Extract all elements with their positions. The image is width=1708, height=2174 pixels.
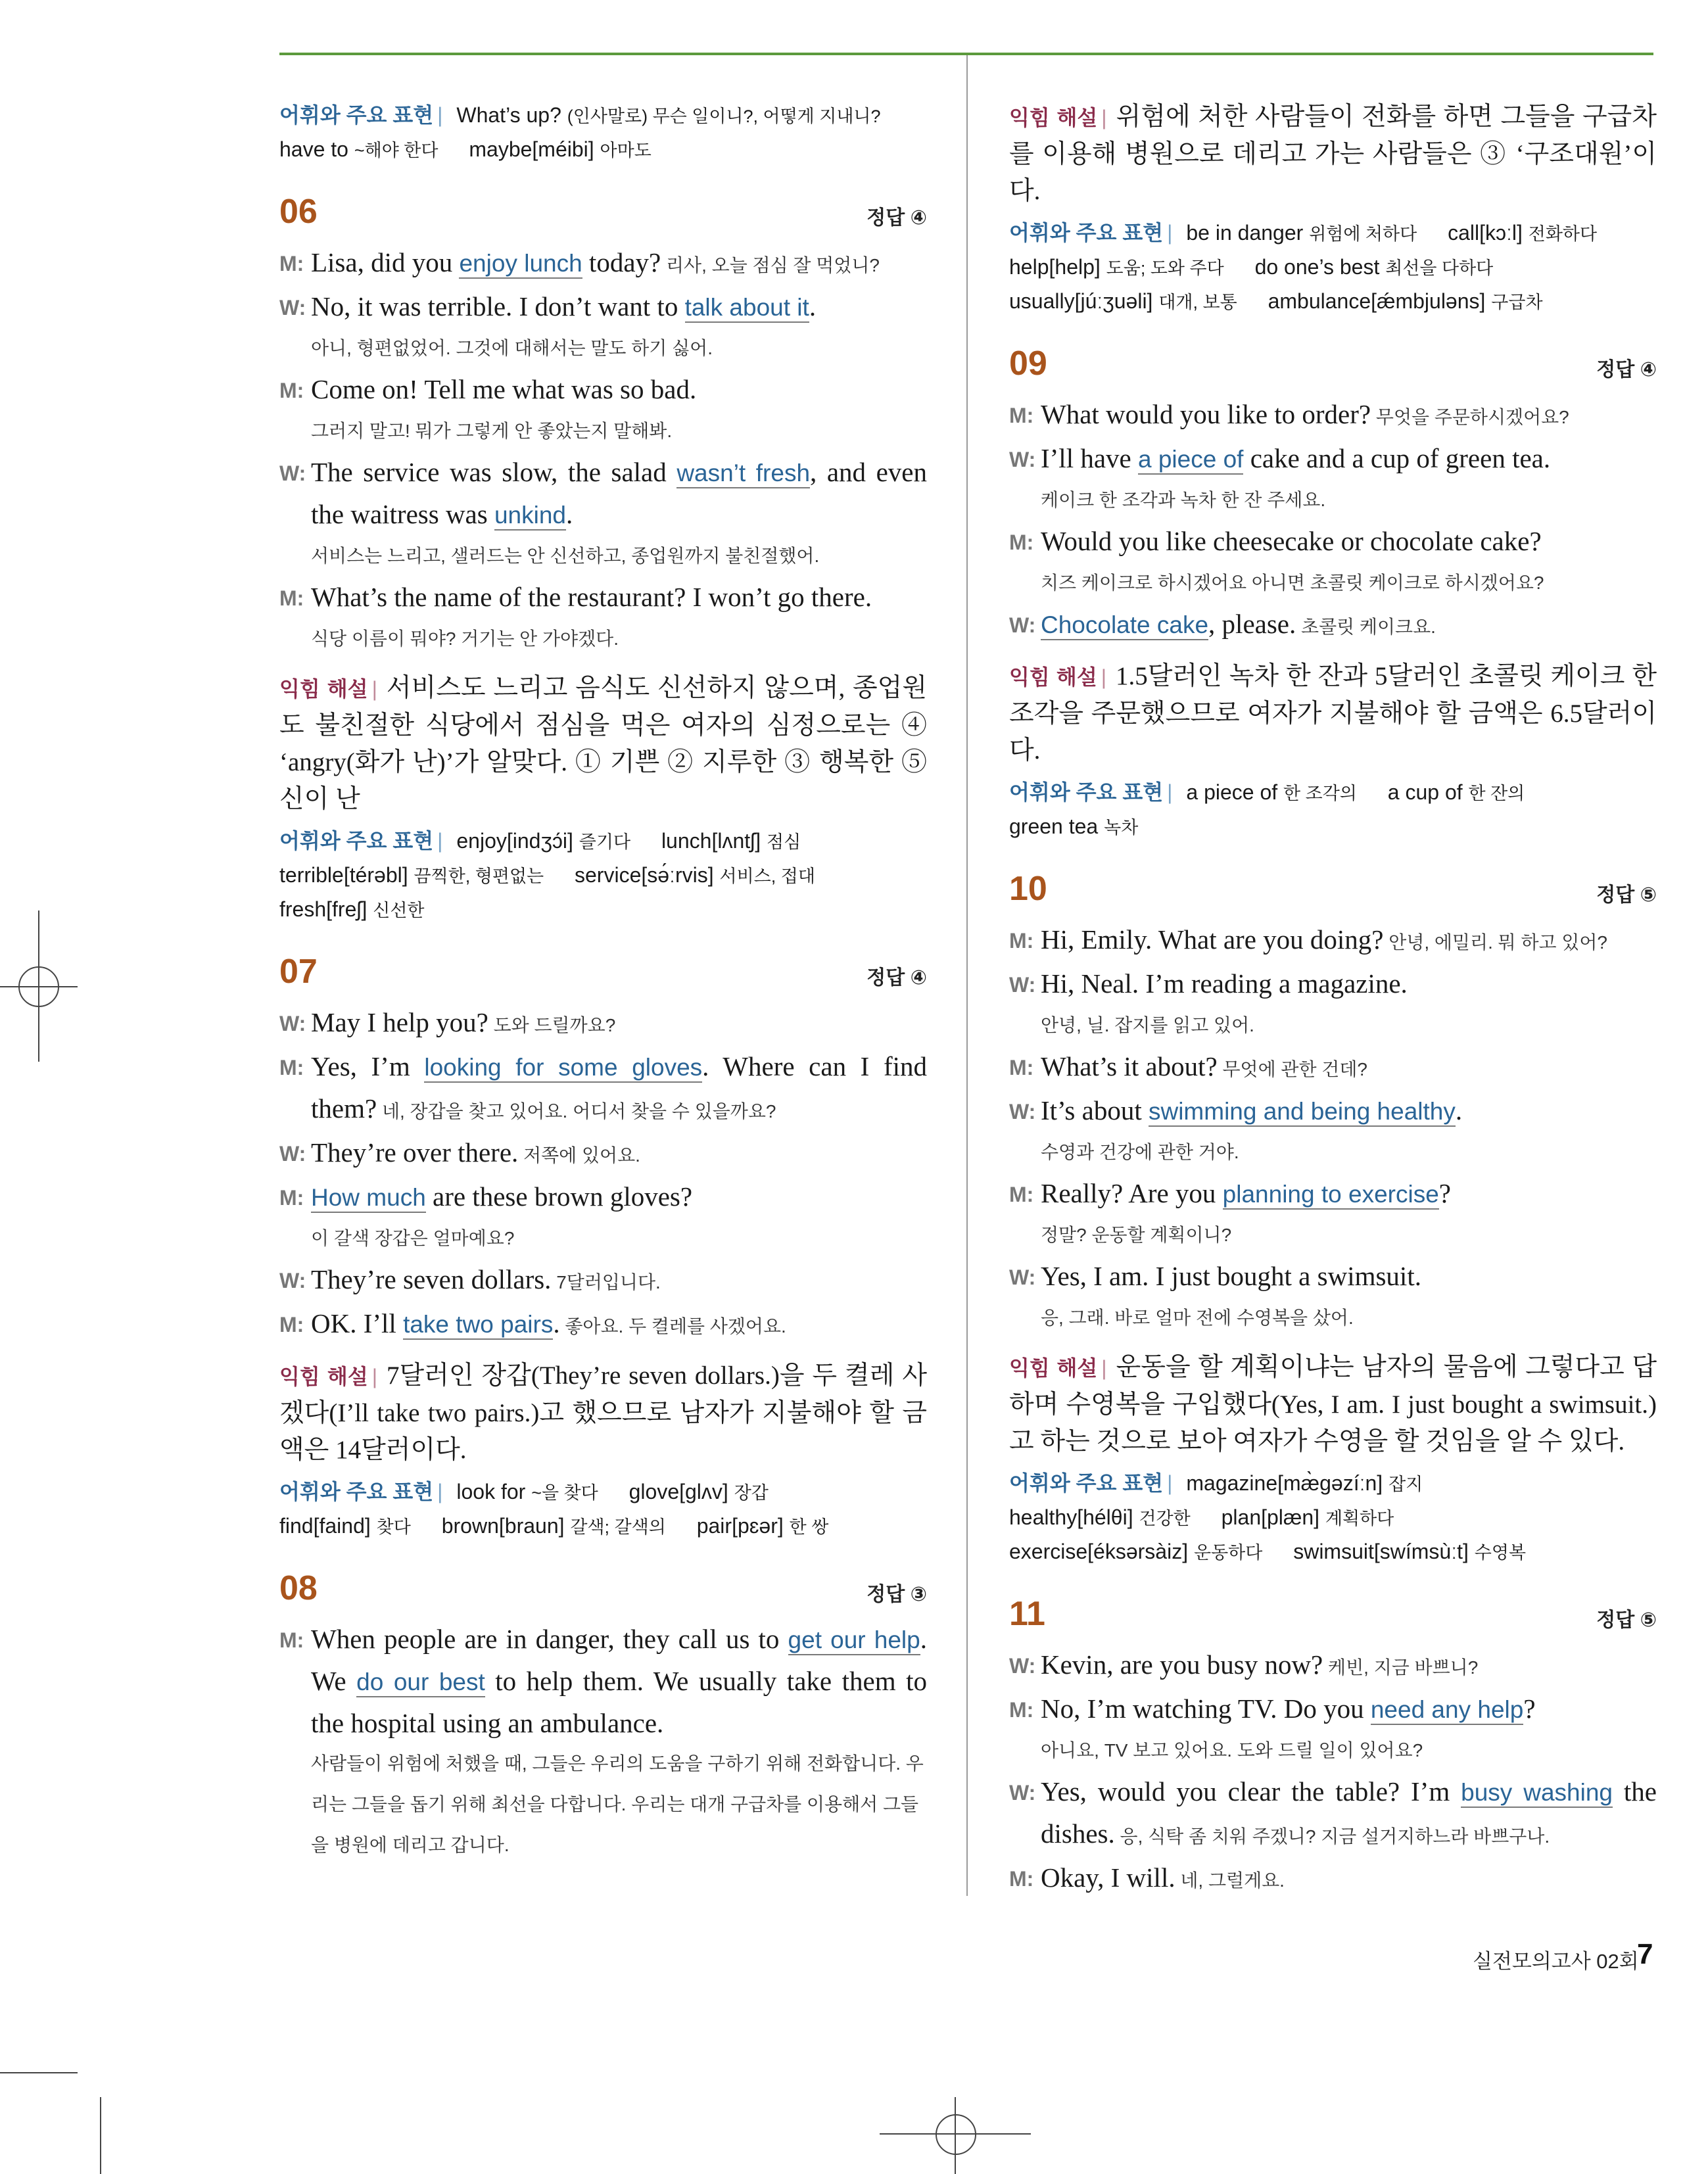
- vocab-ko: 도움; 도와 주다: [1106, 258, 1224, 278]
- vocab-bar: |: [437, 103, 443, 127]
- translation: 정말? 운동할 계획이니?: [1041, 1225, 1232, 1245]
- vocab-bar: |: [437, 829, 443, 853]
- vocab-10: [1009, 1467, 1657, 1569]
- vocab-label: 어휘와 주요 표현: [1009, 221, 1164, 245]
- vocab-ko: 즐기다: [579, 832, 631, 852]
- speaker-label: M:: [279, 1628, 304, 1652]
- vocab-bar: |: [437, 1480, 443, 1503]
- blank-answer: looking for some gloves: [424, 1054, 702, 1083]
- dialogue-line: [1009, 1771, 1657, 1857]
- line-text: May I help you?: [311, 1007, 488, 1037]
- explanation-bar: |: [1101, 665, 1107, 689]
- speaker-label: M:: [1009, 929, 1034, 953]
- line-text: , please.: [1208, 609, 1296, 639]
- vocab-en: healthy[hélθi]: [1009, 1505, 1133, 1529]
- line-text: Yes, I am. I just bought a swimsuit.: [1041, 1261, 1421, 1291]
- explanation: [1009, 1349, 1657, 1460]
- blank-answer: planning to exercise: [1223, 1181, 1439, 1210]
- translation: 저쪽에 있어요.: [518, 1145, 640, 1166]
- speaker-label: M:: [279, 586, 304, 610]
- translation: 그러지 말고! 뭐가 그렇게 안 좋았는지 말해봐.: [311, 421, 673, 441]
- vocab-ko: 한 잔의: [1468, 784, 1525, 803]
- blank-answer: busy washing: [1461, 1779, 1613, 1808]
- dialogue-line: [279, 1303, 927, 1347]
- dialogue-line: [1009, 1857, 1657, 1901]
- answer-label: 정답 ⑤: [1596, 1609, 1657, 1631]
- vocab-en: terrible[térəbl]: [279, 863, 408, 887]
- dialogue-line: [279, 452, 927, 536]
- vocab-en: maybe[méibi]: [469, 137, 594, 161]
- dialogue-line: [279, 1619, 927, 1743]
- vocab-ko: 점심: [767, 832, 801, 852]
- vocab-ko: 건강한: [1139, 1509, 1191, 1528]
- line-text: today?: [582, 247, 661, 277]
- speaker-label: M:: [279, 1313, 304, 1336]
- vocab-label: 어휘와 주요 표현: [1009, 780, 1164, 804]
- dialogue-line: [279, 1132, 927, 1176]
- vocab-en: usually[júːʒuəli]: [1009, 289, 1153, 313]
- speaker-label: M:: [1009, 1867, 1034, 1891]
- column-divider: [966, 55, 968, 1896]
- line-text: Would you like cheesecake or chocolate cake?: [1041, 526, 1542, 556]
- speaker-label: M:: [1009, 531, 1034, 554]
- explanation-text: 서비스도 느리고 음식도 신선하지 않으며, 종업원도 불친절한 식당에서 점심을 먹은 여자의 심정으로는 ④ ‘angry(화가 난)’가 알맞다. ① 기쁜 ② 지루한 ③ 행복한 ⑤ 신이 난: [279, 674, 928, 813]
- page-number: 7: [1637, 1938, 1653, 1970]
- explanation: [1009, 658, 1657, 769]
- vocab-en: magazine[mæ̀gəzíːn]: [1186, 1471, 1383, 1495]
- blank-answer: need any help: [1371, 1696, 1523, 1725]
- translation: 안녕, 닐. 잡지를 읽고 있어.: [1041, 1015, 1254, 1035]
- line-text: I’ll have: [1041, 443, 1138, 473]
- question-number: 07: [279, 953, 318, 991]
- dialogue-line: [1009, 919, 1657, 963]
- line-text: They’re seven dollars.: [311, 1264, 552, 1294]
- translation: 응, 그래. 바로 얼마 전에 수영복을 샀어.: [1041, 1308, 1354, 1328]
- speaker-label: W:: [1009, 1654, 1036, 1678]
- line-text: Really? Are you: [1041, 1178, 1223, 1208]
- line-text: , and even the waitress was: [311, 457, 927, 529]
- explanation: [279, 670, 927, 818]
- explanation-label: 익힘 해설: [1009, 665, 1097, 689]
- translation: 식당 이름이 뭐야? 거기는 안 가야겠다.: [311, 628, 619, 649]
- explanation-bar: |: [371, 1365, 378, 1388]
- translation: 응, 식탁 좀 치워 주겠니? 지금 설거지하느라 바쁘구나.: [1114, 1826, 1550, 1847]
- vocab-en: have to: [279, 137, 348, 161]
- explanation-bar: |: [1101, 106, 1107, 130]
- vocab-bar: |: [1167, 780, 1173, 804]
- dialogue-line: [279, 1259, 927, 1303]
- dialogue-line: [1009, 963, 1657, 1005]
- vocab-en: swimsuit[swímsùːt]: [1293, 1540, 1469, 1563]
- question-08: [279, 1570, 927, 1866]
- line-text: ?: [1438, 1178, 1451, 1208]
- answer-label: 정답 ⑤: [1596, 884, 1657, 906]
- blank-answer: unkind: [494, 502, 566, 531]
- line-text: Okay, I will.: [1041, 1862, 1175, 1893]
- blank-answer: a piece of: [1138, 446, 1243, 475]
- vocab-ko: 운동하다: [1193, 1543, 1263, 1563]
- line-text: The service was slow, the salad: [311, 457, 677, 487]
- dialogue-line: [1009, 1046, 1657, 1090]
- question-11: [1009, 1595, 1657, 1901]
- vocab-07: [279, 1475, 927, 1544]
- translation: 치즈 케이크로 하시겠어요 아니면 초콜릿 케이크로 하시겠어요?: [1041, 573, 1544, 593]
- vocab-ko: 서비스, 접대: [719, 866, 815, 886]
- blank-answer: Chocolate cake: [1041, 611, 1208, 640]
- line-text: .: [553, 1308, 560, 1338]
- translation: 서비스는 느리고, 샐러드는 안 신선하고, 종업원까지 불친절했어.: [311, 546, 820, 566]
- line-text: What would you like to order?: [1041, 399, 1371, 429]
- vocab-ko: 구급차: [1491, 293, 1543, 312]
- dialogue-line: [279, 577, 927, 619]
- explanation: [279, 1358, 927, 1469]
- dialogue-line: [279, 1176, 927, 1218]
- question-number: 08: [279, 1569, 318, 1607]
- explanation-text: 위험에 처한 사람들이 전화를 하면 그들을 구급차를 이용해 병원으로 데리고 가는 사람들은 ③ ‘구조대원’이다.: [1009, 103, 1657, 205]
- vocab-en: a piece of: [1186, 780, 1278, 804]
- vocab-ko: 녹차: [1104, 818, 1139, 838]
- dialogue-line: [279, 369, 927, 411]
- explanation-label: 익힘 해설: [1009, 1356, 1098, 1380]
- translation: 무엇을 주문하시겠어요?: [1371, 407, 1569, 427]
- line-text: Hi, Emily. What are you doing?: [1041, 924, 1384, 955]
- line-text: Kevin, are you busy now?: [1041, 1649, 1323, 1680]
- speaker-label: W:: [1009, 448, 1036, 471]
- dialogue-line: [279, 286, 927, 328]
- vocab-en: a cup of: [1387, 780, 1463, 804]
- vocab-en: exercise[éksərsàiz]: [1009, 1540, 1189, 1563]
- speaker-label: M:: [1009, 1183, 1034, 1206]
- speaker-label: M:: [279, 1186, 304, 1210]
- vocab-label: 어휘와 주요 표현: [1009, 1471, 1164, 1495]
- translation: 아니요, TV 보고 있어요. 도와 드릴 일이 있어요?: [1041, 1740, 1423, 1760]
- explanation-bar: |: [371, 677, 377, 701]
- line-text: OK. I’ll: [311, 1308, 404, 1338]
- translation: 도와 드릴까요?: [488, 1015, 616, 1035]
- vocab-ko: 계획하다: [1325, 1509, 1394, 1528]
- vocab-en: ambulance[ǽmbjuləns]: [1268, 289, 1486, 313]
- question-06: [279, 193, 927, 927]
- vocab-ko: 끔찍한, 형편없는: [414, 866, 544, 886]
- vocab-ko: 한 조각의: [1283, 784, 1357, 803]
- speaker-label: M:: [279, 252, 304, 275]
- vocab-en: fresh[freʃ]: [279, 897, 368, 921]
- speaker-label: M:: [1009, 1056, 1034, 1079]
- vocab-ko: 위험에 처하다: [1309, 224, 1417, 244]
- translation: 수영과 건강에 관한 거야.: [1041, 1142, 1239, 1162]
- vocab-en: find[faind]: [279, 1514, 371, 1538]
- speaker-label: M:: [1009, 404, 1034, 427]
- vocab-bar: |: [1167, 1471, 1173, 1495]
- explanation-text: 7달러인 장갑(They’re seven dollars.)을 두 켤레 사겠다(I’ll take two pairs.)고 했으므로 남자가 지불해야 할 금액은 14달러이다.: [279, 1361, 927, 1464]
- line-text: .: [809, 291, 817, 321]
- vocab-en: help[help]: [1009, 255, 1101, 279]
- explanation-label: 익힘 해설: [279, 677, 368, 701]
- vocab-en: pair[pɛər]: [696, 1514, 784, 1538]
- translation: 네, 그럴게요.: [1175, 1870, 1285, 1891]
- speaker-label: W:: [279, 1012, 306, 1035]
- vocab-ko: 장갑: [734, 1483, 769, 1503]
- vocab-ko: 잡지: [1388, 1475, 1423, 1494]
- vocab-bar: |: [1167, 221, 1173, 245]
- explanation-bar: |: [1101, 1356, 1107, 1380]
- blank-answer: do our best: [356, 1668, 485, 1697]
- vocab-label: 어휘와 주요 표현: [279, 1480, 434, 1503]
- line-text: No, it was terrible. I don’t want to: [311, 291, 685, 321]
- translation: 케이크 한 조각과 녹차 한 잔 주세요.: [1041, 490, 1326, 510]
- line-text: are these brown gloves?: [425, 1181, 693, 1212]
- speaker-label: W:: [279, 1269, 306, 1292]
- vocab-en: call[kɔːl]: [1448, 221, 1523, 245]
- translation: 좋아요. 두 켤레를 사겠어요.: [559, 1316, 786, 1336]
- speaker-label: W:: [1009, 1265, 1036, 1289]
- left-column: [279, 99, 927, 1866]
- line-text: It’s about: [1041, 1095, 1149, 1125]
- explanation-label: 익힘 해설: [1009, 106, 1098, 130]
- translation: 아니, 형편없었어. 그것에 대해서는 말도 하기 싫어.: [311, 338, 713, 358]
- vocab-en: glove[glʌv]: [629, 1480, 728, 1503]
- dialogue-line: [1009, 1644, 1657, 1688]
- vocab-08: [1009, 216, 1657, 319]
- dialogue-line: [1009, 521, 1657, 563]
- dialogue-line: [279, 1046, 927, 1132]
- translation: 케빈, 지금 바쁘니?: [1323, 1657, 1479, 1678]
- question-07: [279, 953, 927, 1544]
- line-text: the dishes.: [1041, 1776, 1657, 1849]
- vocab-en: look for: [456, 1480, 526, 1503]
- line-text: They’re over there.: [311, 1137, 519, 1168]
- speaker-label: M:: [279, 379, 304, 402]
- vocab-ko: 신선한: [373, 901, 425, 920]
- question-number: 06: [279, 193, 318, 231]
- dialogue-line: [1009, 1688, 1657, 1730]
- translation: 리사, 오늘 점심 잘 먹었니?: [661, 255, 880, 275]
- translation: 7달러입니다.: [551, 1272, 661, 1292]
- line-text: to help them. We usually take them to the hospital using an ambulance.: [311, 1666, 927, 1738]
- translation: 초콜릿 케이크요.: [1296, 617, 1436, 637]
- line-text: What’s the name of the restaurant? I won’t go there.: [311, 582, 872, 612]
- translation: 무엇에 관한 건데?: [1217, 1059, 1367, 1079]
- footer-title: 실전모의고사 02회: [1473, 1950, 1639, 1973]
- vocab-label: 어휘와 주요 표현: [279, 829, 434, 853]
- vocab-en: enjoy[indʒɔ́i]: [456, 829, 573, 853]
- dialogue-line: [279, 242, 927, 286]
- speaker-label: W:: [1009, 973, 1036, 997]
- vocab-09: [1009, 776, 1657, 844]
- blank-answer: swimming and being healthy: [1149, 1098, 1456, 1127]
- dialogue-line: [1009, 394, 1657, 438]
- translation: 네, 장갑을 찾고 있어요. 어디서 찾을 수 있을까요?: [377, 1101, 776, 1122]
- vocab-en: service[sə́ːrvis]: [575, 863, 714, 887]
- speaker-label: M:: [1009, 1698, 1034, 1722]
- dialogue-line: [279, 1002, 927, 1046]
- right-column: [1009, 99, 1657, 1901]
- line-text: Come on! Tell me what was so bad.: [311, 374, 697, 404]
- dialogue-line: [1009, 603, 1657, 648]
- question-number: 11: [1009, 1595, 1045, 1633]
- vocab-ko: 갈색; 갈색의: [570, 1517, 666, 1537]
- speaker-label: W:: [1009, 1100, 1036, 1123]
- vocab-en: green tea: [1009, 815, 1099, 838]
- vocab-label: 어휘와 주요 표현: [279, 103, 434, 127]
- translation: 안녕, 에밀리. 뭐 하고 있어?: [1383, 932, 1608, 953]
- line-text: .: [565, 499, 573, 529]
- line-text: .: [1455, 1095, 1463, 1125]
- explanation-text: 운동을 할 계획이냐는 남자의 물음에 그렇다고 답하며 수영복을 구입했다(Yes, I am. I just bought a swimsuit.)고 하는 것으로 보아 여자가 수영을 할 것임을 알 수 있다.: [1009, 1353, 1657, 1455]
- question-number: 10: [1009, 870, 1047, 908]
- vocab-ko: 아마도: [600, 141, 652, 160]
- line-text: No, I’m watching TV. Do you: [1041, 1693, 1371, 1724]
- vocab-en: lunch[lʌntʃ]: [661, 829, 761, 853]
- blank-answer: take two pairs: [403, 1311, 553, 1340]
- vocab-06: [279, 824, 927, 927]
- vocab-en: brown[braun]: [441, 1514, 565, 1538]
- vocab-ko: (인사말로) 무슨 일이니?, 어떻게 지내니?: [567, 106, 881, 126]
- vocab-ko: 대개, 보통: [1158, 293, 1237, 312]
- line-text: cake and a cup of green tea.: [1243, 443, 1551, 473]
- blank-answer: get our help: [788, 1626, 920, 1655]
- explanation: [1009, 99, 1657, 210]
- vocab-ko: 최선을 다하다: [1385, 258, 1494, 278]
- answer-label: 정답 ③: [866, 1584, 927, 1605]
- vocab-en: be in danger: [1186, 221, 1304, 245]
- line-text: . We: [311, 1624, 927, 1696]
- line-text: Yes, I’m: [311, 1051, 425, 1081]
- question-09: [1009, 345, 1657, 844]
- vocab-en: do one’s best: [1254, 255, 1380, 279]
- speaker-label: W:: [279, 1142, 306, 1166]
- speaker-label: W:: [279, 296, 306, 319]
- speaker-label: W:: [1009, 1781, 1036, 1805]
- vocab-en: plan[plæn]: [1221, 1505, 1320, 1529]
- vocab-ko: 전화하다: [1528, 224, 1598, 244]
- line-text: . Where can I find them?: [311, 1051, 928, 1123]
- vocab-en: What’s up?: [456, 103, 561, 127]
- vocab-ko: ~해야 한다: [354, 141, 439, 160]
- blank-answer: talk about it: [685, 294, 809, 323]
- speaker-label: M:: [279, 1056, 304, 1079]
- dialogue-line: [1009, 1256, 1657, 1298]
- answer-label: 정답 ④: [866, 207, 927, 229]
- line-text: Hi, Neal. I’m reading a magazine.: [1041, 968, 1408, 999]
- vocab-ko: 찾다: [376, 1517, 411, 1537]
- explanation-label: 익힘 해설: [279, 1365, 368, 1388]
- speaker-label: W:: [1009, 613, 1036, 637]
- question-10: [1009, 870, 1657, 1569]
- line-text: Lisa, did you: [311, 247, 460, 277]
- blank-answer: wasn’t fresh: [676, 460, 810, 488]
- line-text: ?: [1523, 1693, 1536, 1724]
- blank-answer: enjoy lunch: [459, 250, 582, 279]
- line-text: What’s it about?: [1041, 1051, 1218, 1081]
- vocab-ko: 수영복: [1474, 1543, 1527, 1563]
- answer-label: 정답 ④: [866, 967, 927, 989]
- line-text: When people are in danger, they call us to: [311, 1624, 788, 1654]
- dialogue-line: [1009, 438, 1657, 480]
- question-number: 09: [1009, 344, 1047, 383]
- dialogue-line: [1009, 1173, 1657, 1215]
- speaker-label: W:: [279, 461, 306, 485]
- vocab-05: [279, 99, 927, 167]
- vocab-ko: 한 쌍: [789, 1517, 829, 1537]
- dialogue-line: [1009, 1090, 1657, 1132]
- line-text: Yes, would you clear the table? I’m: [1041, 1776, 1461, 1807]
- blank-answer: How much: [311, 1184, 426, 1213]
- vocab-ko: ~을 찾다: [531, 1483, 598, 1503]
- explanation-text: 1.5달러인 녹차 한 잔과 5달러인 초콜릿 케이크 한 조각을 주문했으므로 여자가 지불해야 할 금액은 6.5달러이다.: [1009, 662, 1657, 765]
- answer-label: 정답 ④: [1596, 359, 1657, 381]
- translation: 사람들이 위험에 처했을 때, 그들은 우리의 도움을 구하기 위해 전화합니다. 우리는 그들을 돕기 위해 최선을 다합니다. 우리는 대개 구급차를 이용해서 그들을 병원에 데리고 갑니다.: [311, 1753, 924, 1855]
- translation: 이 갈색 장갑은 얼마예요?: [311, 1228, 515, 1248]
